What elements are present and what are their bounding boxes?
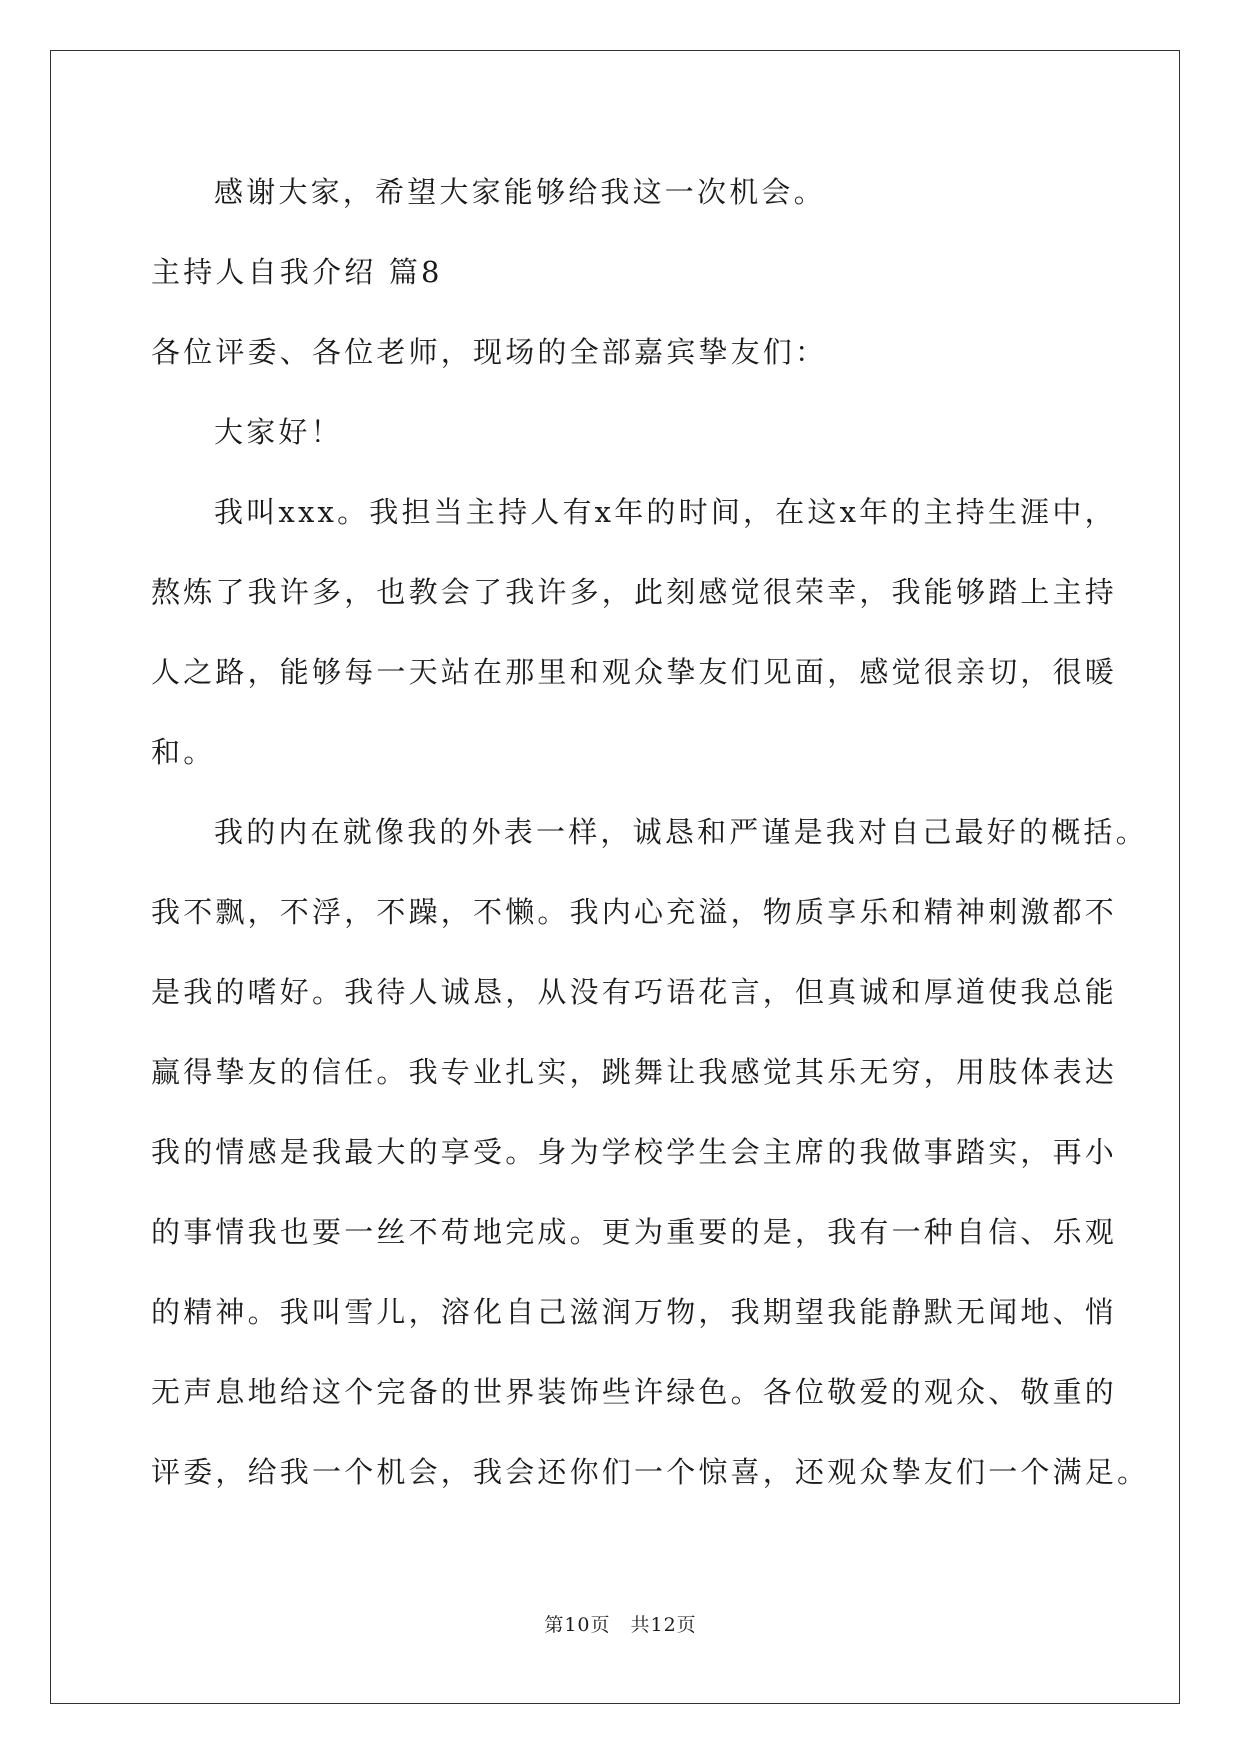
page-number-footer: 第10页 共12页	[544, 1614, 697, 1636]
paragraph2-line: 的精神。我叫雪儿，溶化自己滋润万物，我期望我能静默无闻地、悄	[151, 1295, 1118, 1329]
closing-line: 感谢大家，希望大家能够给我这一次机会。	[214, 175, 826, 209]
paragraph1-line: 熬炼了我许多，也教会了我许多，此刻感觉很荣幸，我能够踏上主持	[151, 575, 1118, 609]
paragraph2-line: 赢得挚友的信任。我专业扎实，跳舞让我感觉其乐无穷，用肢体表达	[151, 1055, 1118, 1089]
salutation: 各位评委、各位老师，现场的全部嘉宾挚友们：	[151, 335, 828, 369]
paragraph2-line: 的事情我也要一丝不苟地完成。更为重要的是，我有一种自信、乐观	[151, 1215, 1118, 1249]
paragraph2-line: 无声息地给这个完备的世界装饰些许绿色。各位敬爱的观众、敬重的	[151, 1375, 1118, 1409]
paragraph2-line: 我不飘，不浮，不躁，不懒。我内心充溢，物质享乐和精神刺激都不	[151, 895, 1118, 929]
greeting: 大家好！	[214, 415, 343, 449]
paragraph1-line: 我叫xxx。我担当主持人有x年的时间，在这x年的主持生涯中，	[214, 495, 1117, 529]
section-heading: 主持人自我介绍 篇8	[151, 255, 443, 289]
paragraph1-line: 和。	[151, 735, 216, 769]
paragraph2-line: 我的情感是我最大的享受。身为学校学生会主席的我做事踏实，再小	[151, 1135, 1118, 1169]
paragraph1-line: 人之路，能够每一天站在那里和观众挚友们见面，感觉很亲切，很暖	[151, 655, 1118, 689]
paragraph2-line: 我的内在就像我的外表一样，诚恳和严谨是我对自己最好的概括。	[214, 815, 1148, 849]
paragraph2-line: 评委，给我一个机会，我会还你们一个惊喜，还观众挚友们一个满足。	[151, 1455, 1150, 1489]
paragraph2-line: 是我的嗜好。我待人诚恳，从没有巧语花言，但真诚和厚道使我总能	[151, 975, 1118, 1009]
